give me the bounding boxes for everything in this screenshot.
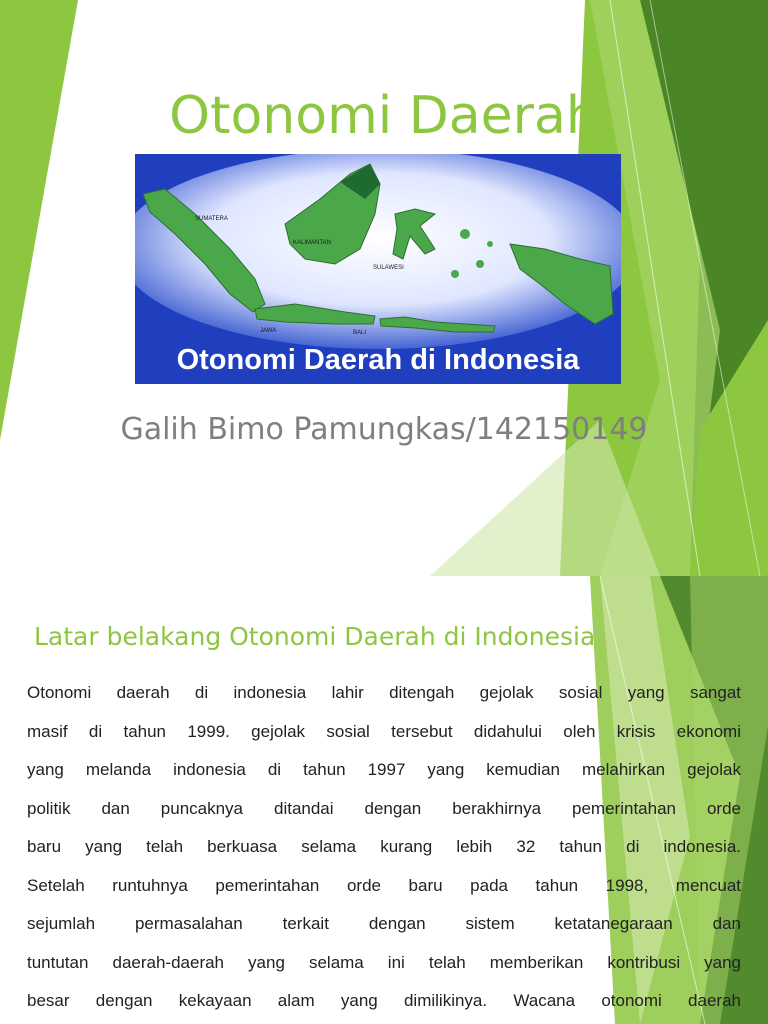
left-green-triangle: [0, 0, 78, 440]
map-label-sulawesi: SULAWESI: [373, 265, 404, 271]
map-label-jawa: JAWA: [260, 328, 277, 334]
author-name: Galih Bimo Pamungkas/142150149: [120, 412, 648, 447]
content-slide: [0, 576, 768, 1024]
map-label-kalimantan: KALIMANTAN: [293, 240, 331, 246]
body-line: politik dan puncaknya ditandai dengan berakhirnya pemerintahan orde: [27, 798, 741, 818]
body-line: sejumlah permasalahan terkait dengan sistem ketatanegaraan dan: [27, 914, 741, 933]
body-line: yang melanda indonesia di tahun 1997 yang kemudian melahirkan gejolak: [27, 760, 741, 779]
map-label-sumatera: SUMATERA: [195, 216, 228, 222]
body-line: Setelah runtuhnya pemerintahan orde baru pada tahun 1998, mencuat: [27, 875, 741, 895]
map-caption: Otonomi Daerah di Indonesia: [176, 344, 580, 376]
body-line: masif di tahun 1999. gejolak sosial tersebut didahului oleh krisis ekonomi: [27, 721, 741, 741]
body-line: tuntutan daerah-daerah yang selama ini telah memberikan kontribusi yang: [27, 952, 741, 972]
body-line: Otonomi daerah di indonesia lahir ditengah gejolak sosial yang sangat: [27, 683, 741, 702]
body-line: baru yang telah berkuasa selama kurang lebih 32 tahun di indonesia.: [27, 837, 741, 856]
indonesia-map-image: [135, 154, 621, 384]
map-label-bali: BALI: [353, 330, 367, 336]
slide-heading: Latar belakang Otonomi Daerah di Indonesia: [34, 622, 596, 651]
body-line: besar dengan kekayaan alam yang dimilikinya. Wacana otonomi daerah: [27, 991, 741, 1010]
slide-title: Otonomi Daerah: [169, 86, 599, 146]
body-paragraph: [27, 674, 741, 1021]
